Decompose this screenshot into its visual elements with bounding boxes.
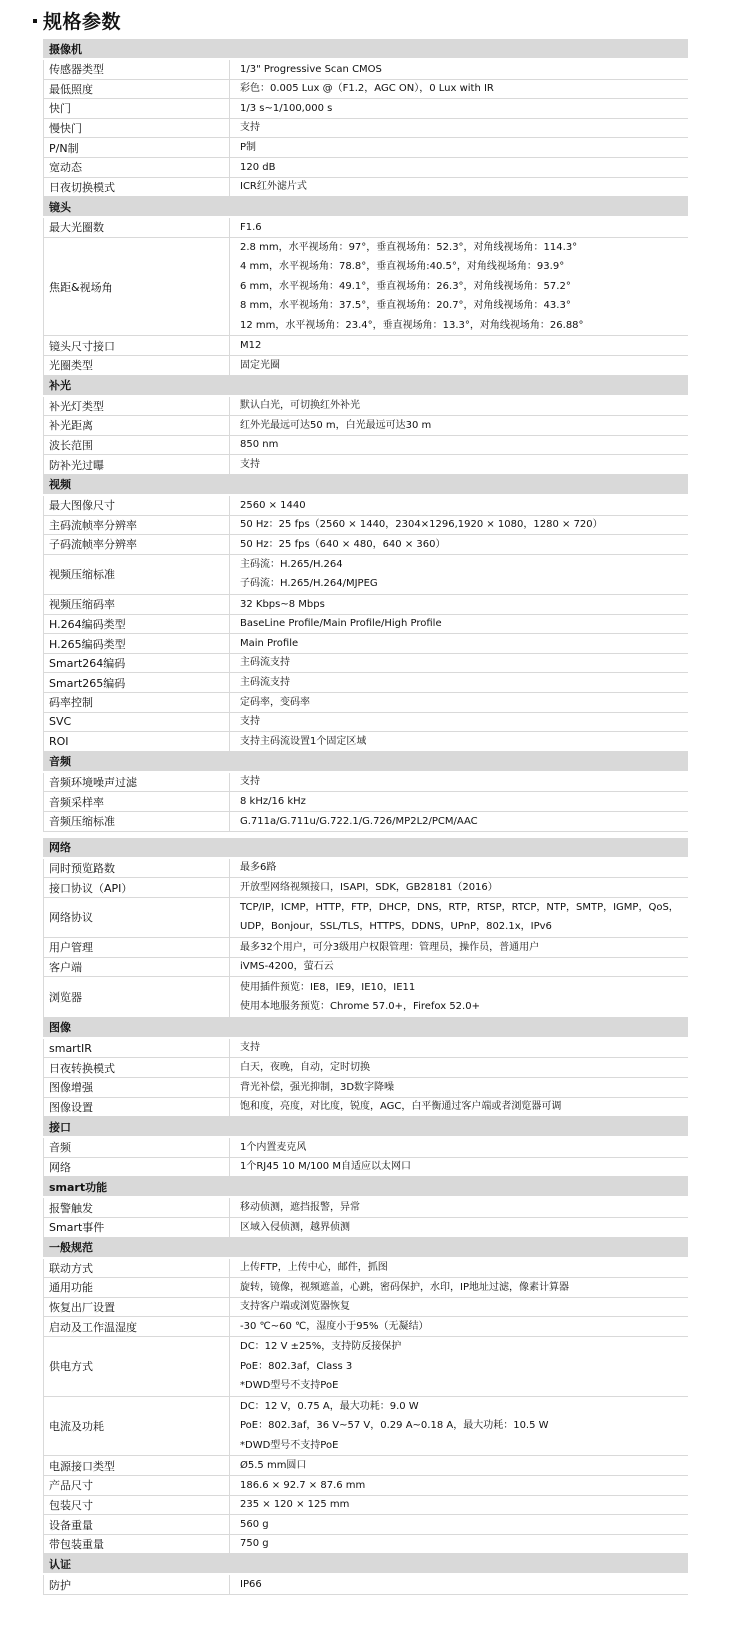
spec-value xyxy=(230,595,688,614)
spec-value xyxy=(230,958,688,977)
section-header: 补光 xyxy=(43,376,688,397)
spec-row xyxy=(43,1476,688,1496)
spec-value-line: 6 mm，水平视场角：49.1°，垂直视场角：26.3°，对角线视场角：57.2° xyxy=(240,280,571,292)
spec-value-line: 2560 × 1440 xyxy=(240,499,306,511)
spec-key: 网络协议 xyxy=(44,898,230,937)
spec-value xyxy=(230,218,688,237)
spec-section xyxy=(43,1238,688,1555)
spec-value xyxy=(230,516,688,535)
spec-value-line: 饱和度，亮度，对比度，锐度，AGC，白平衡通过客户端或者浏览器可调 xyxy=(240,1101,562,1113)
spec-value xyxy=(230,732,688,751)
spec-value-line: 使用本地服务预览：Chrome 57.0+，Firefox 52.0+ xyxy=(240,1001,480,1013)
spec-key: 网络 xyxy=(44,1158,230,1177)
spec-key: 图像设置 xyxy=(44,1098,230,1117)
spec-value xyxy=(230,1278,688,1297)
page-title xyxy=(33,6,121,34)
spec-key: SVC xyxy=(44,713,230,732)
spec-row xyxy=(43,1218,688,1238)
spec-value-line: 750 g xyxy=(240,1538,269,1550)
spec-value-line: -30 ℃~60 ℃，湿度小于95%（无凝结） xyxy=(240,1320,429,1332)
spec-row xyxy=(43,693,688,713)
spec-value-line: 850 nm xyxy=(240,439,279,451)
spec-value xyxy=(230,138,688,157)
spec-section xyxy=(43,1018,688,1117)
spec-value xyxy=(230,773,688,792)
spec-value-line: 背光补偿，强光抑制，3D数字降噪 xyxy=(240,1081,395,1093)
spec-row xyxy=(43,119,688,139)
spec-value-line: 移动侦测，遮挡报警，异常 xyxy=(240,1201,360,1213)
spec-value xyxy=(230,535,688,554)
spec-key: 宽动态 xyxy=(44,158,230,177)
spec-key: 慢快门 xyxy=(44,119,230,138)
spec-value-line: iVMS-4200，萤石云 xyxy=(240,961,334,973)
spec-row xyxy=(43,397,688,417)
spec-key: Smart264编码 xyxy=(44,654,230,673)
spec-value-line: PoE：802.3af，Class 3 xyxy=(240,1360,353,1372)
spec-section xyxy=(43,376,688,475)
spec-key: Smart265编码 xyxy=(44,673,230,692)
spec-value-line: 定码率，变码率 xyxy=(240,696,310,708)
spec-row xyxy=(43,60,688,80)
spec-value xyxy=(230,1397,688,1456)
spec-key: 音频环境噪声过滤 xyxy=(44,773,230,792)
spec-row xyxy=(43,1078,688,1098)
spec-row xyxy=(43,99,688,119)
spec-key: 恢复出厂设置 xyxy=(44,1298,230,1317)
spec-value xyxy=(230,673,688,692)
spec-row xyxy=(43,178,688,198)
spec-value-line: 120 dB xyxy=(240,161,276,173)
spec-value-line: P制 xyxy=(240,141,257,153)
spec-value xyxy=(230,356,688,375)
spec-value-line: 186.6 × 92.7 × 87.6 mm xyxy=(240,1479,366,1491)
spec-key: 防护 xyxy=(44,1575,230,1594)
spec-value-line: 12 mm，水平视场角：23.4°，垂直视场角：13.3°，对角线视场角：26.88° xyxy=(240,319,584,331)
spec-value-line: 1/3 s~1/100,000 s xyxy=(240,102,333,114)
spec-value-line: G.711a/G.711u/G.722.1/G.726/MP2L2/PCM/AAC xyxy=(240,815,478,827)
spec-row xyxy=(43,634,688,654)
spec-value xyxy=(230,977,688,1016)
spec-row xyxy=(43,1039,688,1059)
spec-value-line: 50 Hz：25 fps（640 × 480，640 × 360） xyxy=(240,538,446,550)
spec-key: 补光距离 xyxy=(44,416,230,435)
spec-key: 供电方式 xyxy=(44,1337,230,1396)
spec-value xyxy=(230,654,688,673)
spec-value xyxy=(230,1198,688,1217)
spec-row xyxy=(43,859,688,879)
spec-row xyxy=(43,1337,688,1397)
spec-row xyxy=(43,535,688,555)
spec-row xyxy=(43,1575,688,1595)
spec-row xyxy=(43,1158,688,1178)
spec-value-line: 4 mm，水平视场角：78.8°，垂直视场角:40.5°，对角线视场角：93.9° xyxy=(240,261,565,273)
spec-row xyxy=(43,654,688,674)
section-header: 图像 xyxy=(43,1018,688,1039)
spec-key: 设备重量 xyxy=(44,1515,230,1534)
spec-key: 补光灯类型 xyxy=(44,397,230,416)
spec-value xyxy=(230,812,688,831)
spec-value-line: 主码流支持 xyxy=(240,657,290,669)
spec-row xyxy=(43,773,688,793)
spec-value xyxy=(230,693,688,712)
spec-row xyxy=(43,1278,688,1298)
spec-value xyxy=(230,397,688,416)
spec-row xyxy=(43,336,688,356)
spec-value-line: 子码流：H.265/H.264/MJPEG xyxy=(240,578,378,590)
spec-key: 通用功能 xyxy=(44,1278,230,1297)
spec-key: 音频 xyxy=(44,1138,230,1157)
spec-value-line: 旋转，镜像，视频遮盖，心跳，密码保护，水印，IP地址过滤，像素计算器 xyxy=(240,1281,569,1293)
spec-row xyxy=(43,792,688,812)
spec-row xyxy=(43,455,688,475)
spec-value xyxy=(230,859,688,878)
spec-value xyxy=(230,615,688,634)
spec-section xyxy=(43,1117,688,1177)
spec-value-line: *DWD型号不支持PoE xyxy=(240,1379,339,1391)
spec-row xyxy=(43,615,688,635)
spec-key: 电源接口类型 xyxy=(44,1456,230,1475)
spec-value-line: 1/3" Progressive Scan CMOS xyxy=(240,63,382,75)
spec-value-line: 主码流支持 xyxy=(240,677,290,689)
spec-value-line: 使用插件预览：IE8，IE9，IE10，IE11 xyxy=(240,981,416,993)
spec-value xyxy=(230,1218,688,1237)
section-header: 一般规范 xyxy=(43,1238,688,1259)
spec-key: 图像增强 xyxy=(44,1078,230,1097)
spec-value xyxy=(230,496,688,515)
spec-value xyxy=(230,792,688,811)
spec-value-line: TCP/IP，ICMP，HTTP，FTP，DHCP，DNS，RTP，RTSP，RTCP，NTP，SMTP，IGMP，QoS， xyxy=(240,902,679,914)
spec-value-line: DC：12 V ±25%，支持防反接保护 xyxy=(240,1341,402,1353)
spec-key: 光圈类型 xyxy=(44,356,230,375)
spec-row xyxy=(43,1397,688,1457)
spec-value-line: 默认白光，可切换红外补光 xyxy=(240,400,360,412)
section-header: 音频 xyxy=(43,752,688,773)
spec-value xyxy=(230,80,688,99)
spec-value-line: 支持客户端或浏览器恢复 xyxy=(240,1301,350,1313)
spec-value xyxy=(230,1476,688,1495)
spec-key: 浏览器 xyxy=(44,977,230,1016)
spec-row xyxy=(43,1456,688,1476)
spec-value xyxy=(230,436,688,455)
spec-section xyxy=(43,752,688,832)
spec-value-line: 支持主码流设置1个固定区域 xyxy=(240,735,367,747)
spec-row xyxy=(43,138,688,158)
spec-row xyxy=(43,1058,688,1078)
spec-key: ROI xyxy=(44,732,230,751)
spec-row xyxy=(43,898,688,938)
spec-value xyxy=(230,416,688,435)
spec-value xyxy=(230,455,688,474)
spec-value-line: M12 xyxy=(240,339,262,351)
spec-value xyxy=(230,555,688,594)
spec-value-line: PoE：802.3af，36 V~57 V，0.29 A~0.18 A，最大功耗：10.5 W xyxy=(240,1420,549,1432)
section-header: 接口 xyxy=(43,1117,688,1138)
spec-key: 快门 xyxy=(44,99,230,118)
spec-key: 启动及工作温湿度 xyxy=(44,1317,230,1336)
spec-row xyxy=(43,1515,688,1535)
spec-key: 最大图像尺寸 xyxy=(44,496,230,515)
spec-value-line: 主码流：H.265/H.264 xyxy=(240,558,343,570)
spec-key: 防补光过曝 xyxy=(44,455,230,474)
spec-value-line: 区域入侵侦测，越界侦测 xyxy=(240,1221,350,1233)
spec-value xyxy=(230,238,688,336)
spec-value-line: ICR红外滤片式 xyxy=(240,181,307,193)
spec-key: 波长范围 xyxy=(44,436,230,455)
spec-row xyxy=(43,80,688,100)
spec-row xyxy=(43,1535,688,1555)
spec-value xyxy=(230,1078,688,1097)
spec-value-line: 235 × 120 × 125 mm xyxy=(240,1499,350,1511)
spec-value-line: 8 mm，水平视场角：37.5°，垂直视场角：20.7°，对角线视场角：43.3° xyxy=(240,300,571,312)
spec-value xyxy=(230,1575,688,1594)
spec-row xyxy=(43,1317,688,1337)
spec-value xyxy=(230,1138,688,1157)
spec-key: H.265编码类型 xyxy=(44,634,230,653)
spec-value xyxy=(230,158,688,177)
spec-section xyxy=(43,838,688,1018)
spec-value-line: 彩色：0.005 Lux @（F1.2，AGC ON），0 Lux with IR xyxy=(240,83,494,95)
spec-key: 码率控制 xyxy=(44,693,230,712)
spec-key: 音频采样率 xyxy=(44,792,230,811)
spec-key: 子码流帧率分辨率 xyxy=(44,535,230,554)
spec-row xyxy=(43,1138,688,1158)
spec-value-line: 50 Hz：25 fps（2560 × 1440，2304×1296,1920 × 1080，1280 × 720） xyxy=(240,519,603,531)
spec-row xyxy=(43,1098,688,1118)
spec-key: 客户端 xyxy=(44,958,230,977)
spec-row xyxy=(43,878,688,898)
spec-row xyxy=(43,238,688,337)
spec-value xyxy=(230,878,688,897)
spec-row xyxy=(43,1496,688,1516)
spec-row xyxy=(43,516,688,536)
spec-value xyxy=(230,119,688,138)
spec-section xyxy=(43,1554,688,1595)
spec-key: 视频压缩码率 xyxy=(44,595,230,614)
spec-key: 同时预览路数 xyxy=(44,859,230,878)
spec-row xyxy=(43,218,688,238)
spec-value-line: 支持 xyxy=(240,122,260,134)
spec-key: smartIR xyxy=(44,1039,230,1058)
spec-row xyxy=(43,1198,688,1218)
spec-value xyxy=(230,1058,688,1077)
page-title-text: 规格参数 xyxy=(43,10,122,33)
spec-row xyxy=(43,436,688,456)
spec-value xyxy=(230,99,688,118)
spec-value-line: Ø5.5 mm圆口 xyxy=(240,1460,307,1472)
spec-key: P/N制 xyxy=(44,138,230,157)
spec-value-line: 支持 xyxy=(240,716,260,728)
spec-value xyxy=(230,1098,688,1117)
spec-value-line: 支持 xyxy=(240,776,260,788)
spec-value-line: 最多32个用户，可分3级用户权限管理：管理员，操作员，普通用户 xyxy=(240,941,540,953)
spec-value-line: 560 g xyxy=(240,1518,269,1530)
spec-row xyxy=(43,555,688,595)
spec-value xyxy=(230,1158,688,1177)
spec-row xyxy=(43,595,688,615)
spec-key: 接口协议（API） xyxy=(44,878,230,897)
spec-key: 产品尺寸 xyxy=(44,1476,230,1495)
spec-row xyxy=(43,496,688,516)
spec-key: 日夜切换模式 xyxy=(44,178,230,197)
section-header: 认证 xyxy=(43,1554,688,1575)
spec-row xyxy=(43,356,688,376)
spec-key: 用户管理 xyxy=(44,938,230,957)
spec-value xyxy=(230,713,688,732)
spec-value-line: Main Profile xyxy=(240,637,299,649)
spec-value-line: IP66 xyxy=(240,1579,262,1591)
spec-row xyxy=(43,713,688,733)
spec-row xyxy=(43,938,688,958)
spec-key: H.264编码类型 xyxy=(44,615,230,634)
spec-value-line: 1个RJ45 10 M/100 M自适应以太网口 xyxy=(240,1161,411,1173)
spec-key: 主码流帧率分辨率 xyxy=(44,516,230,535)
spec-row xyxy=(43,732,688,752)
spec-value-line: BaseLine Profile/Main Profile/High Profile xyxy=(240,618,442,630)
spec-row xyxy=(43,673,688,693)
spec-value xyxy=(230,1298,688,1317)
spec-section xyxy=(43,1177,688,1237)
spec-key: 视频压缩标准 xyxy=(44,555,230,594)
spec-value-line: 最多6路 xyxy=(240,862,277,874)
spec-key: 镜头尺寸接口 xyxy=(44,336,230,355)
spec-value xyxy=(230,178,688,197)
spec-section xyxy=(43,475,688,752)
spec-value xyxy=(230,1535,688,1554)
section-header: smart功能 xyxy=(43,1177,688,1198)
spec-value xyxy=(230,60,688,79)
spec-value xyxy=(230,1317,688,1336)
spec-value xyxy=(230,1337,688,1396)
spec-row xyxy=(43,158,688,178)
spec-value-line: *DWD型号不支持PoE xyxy=(240,1439,339,1451)
spec-value-line: 固定光圈 xyxy=(240,359,280,371)
spec-key: 传感器类型 xyxy=(44,60,230,79)
spec-value-line: 上传FTP，上传中心，邮件，抓图 xyxy=(240,1262,388,1274)
spec-row xyxy=(43,812,688,832)
spec-row xyxy=(43,977,688,1017)
spec-key: 联动方式 xyxy=(44,1259,230,1278)
spec-table xyxy=(43,39,688,1595)
spec-value-line: UDP，Bonjour，SSL/TLS，HTTPS，DDNS，UPnP，802.1x，IPv6 xyxy=(240,921,552,933)
spec-row xyxy=(43,958,688,978)
section-header: 视频 xyxy=(43,475,688,496)
section-header: 镜头 xyxy=(43,197,688,218)
spec-value-line: 白天，夜晚，自动，定时切换 xyxy=(240,1061,370,1073)
spec-value-line: DC：12 V，0.75 A，最大功耗：9.0 W xyxy=(240,1401,419,1412)
spec-key: 电流及功耗 xyxy=(44,1397,230,1456)
section-header: 网络 xyxy=(43,838,688,859)
spec-row xyxy=(43,1298,688,1318)
spec-value xyxy=(230,1496,688,1515)
spec-value xyxy=(230,634,688,653)
spec-value xyxy=(230,1515,688,1534)
spec-key: 焦距&视场角 xyxy=(44,238,230,336)
spec-value xyxy=(230,336,688,355)
spec-key: Smart事件 xyxy=(44,1218,230,1237)
spec-value xyxy=(230,1456,688,1475)
spec-value-line: 开放型网络视频接口，ISAPI，SDK，GB28181（2016） xyxy=(240,881,498,893)
spec-section xyxy=(43,197,688,375)
spec-value xyxy=(230,1259,688,1278)
spec-value xyxy=(230,938,688,957)
spec-key: 最低照度 xyxy=(44,80,230,99)
spec-key: 最大光圈数 xyxy=(44,218,230,237)
spec-value-line: 2.8 mm，水平视场角：97°，垂直视场角：52.3°，对角线视场角：114.3° xyxy=(240,242,578,254)
spec-row xyxy=(43,1259,688,1279)
spec-value-line: F1.6 xyxy=(240,221,262,233)
spec-key: 音频压缩标准 xyxy=(44,812,230,831)
spec-value-line: 1个内置麦克风 xyxy=(240,1141,307,1153)
spec-value xyxy=(230,1039,688,1058)
spec-value-line: 支持 xyxy=(240,458,260,470)
spec-value-line: 8 kHz/16 kHz xyxy=(240,796,306,808)
section-header: 摄像机 xyxy=(43,39,688,60)
bullet-icon xyxy=(33,19,37,23)
spec-value-line: 红外光最远可达50 m，白光最远可达30 m xyxy=(240,419,432,431)
spec-key: 包装尺寸 xyxy=(44,1496,230,1515)
spec-section xyxy=(43,39,688,197)
spec-row xyxy=(43,416,688,436)
spec-key: 日夜转换模式 xyxy=(44,1058,230,1077)
spec-key: 带包装重量 xyxy=(44,1535,230,1554)
spec-value-line: 支持 xyxy=(240,1042,260,1054)
spec-key: 报警触发 xyxy=(44,1198,230,1217)
spec-value xyxy=(230,898,688,937)
spec-value-line: 32 Kbps~8 Mbps xyxy=(240,598,325,610)
